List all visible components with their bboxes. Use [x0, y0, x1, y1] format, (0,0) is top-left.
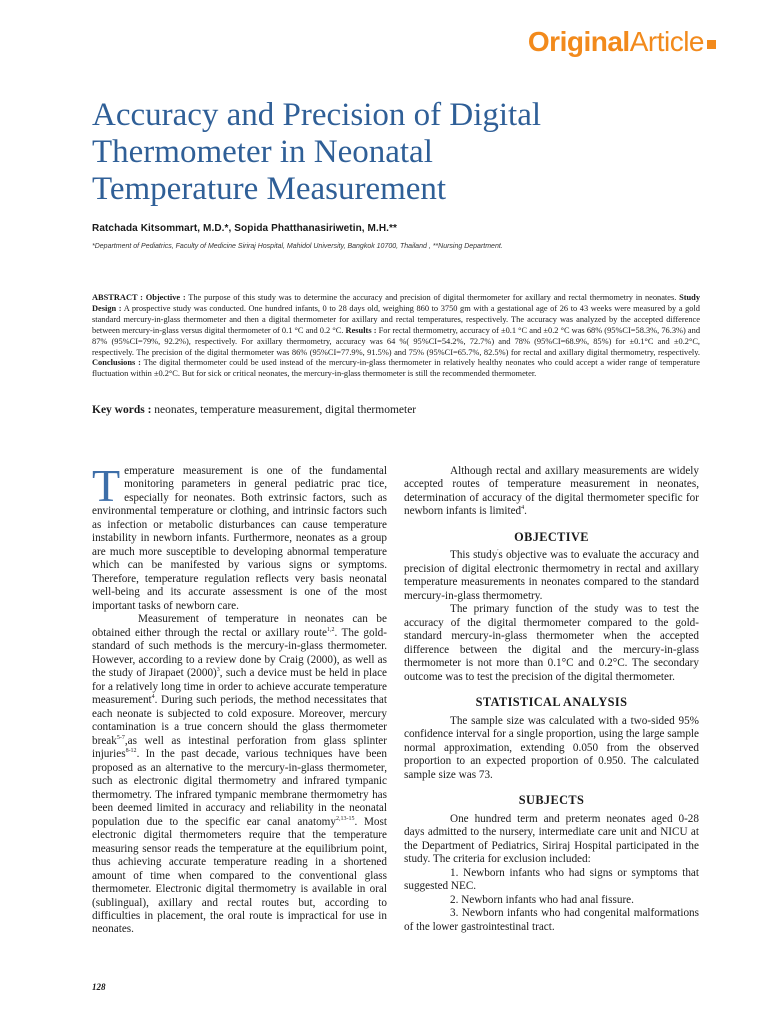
abstract: [92, 293, 700, 380]
body-paragraph: [404, 465, 699, 519]
section-label-bold: Original: [527, 26, 630, 57]
text-run: This study: [450, 549, 498, 562]
citation: 4: [521, 505, 525, 512]
text-run: . In the past decade, various techniques have been proposed as an alternative to the mercury-in-glass thermometer, such as electronic digital thermometry and infrared tympanic thermometry. The infrared tympanic membrane thermometry has been deemed limited in accuracy and reliability in the neonatal population due to the specific ear canal anatomy: [92, 748, 387, 828]
title-line: Temperature Measurement: [92, 171, 447, 207]
text-run: Although rectal and axillary measurements are widely accepted routes of temperature measurement in neonates, determination of accuracy of the digital thermometer specific for newborn infants is limited: [404, 465, 699, 518]
citation: 3: [216, 667, 220, 674]
keywords-text: neonates, temperature measurement, digital thermometer: [154, 404, 417, 416]
section-label: [528, 25, 716, 59]
square-bullet-icon: [707, 40, 716, 49]
text-run: .: [524, 505, 527, 518]
affiliation: *Department of Pediatrics, Faculty of Medicine Siriraj Hospital, Mahidol University, Bangkok 10700, Thailand , **Nursing Department.: [92, 243, 503, 250]
results-text: For rectal thermometry, accuracy of ±0.1 °C and ±0.2 °C was 68% (95%CI=58.3%, 76.3%) and 87% (95%CI=79%, 92.2%), respectively. For axillary thermometry, accuracy was 64 %( 95%CI=54.2%, 72.7%) and 78% (95%CI=68.9%, 85%) for ±0.1°C and ±0.2°C, respectively. The precision of the digital thermometer was 86% (95%CI=77.9%, 91.5%) and 75% (95%CI=65.7%, 82.5%) for rectal and axillary digital thermometry, respectively.: [92, 325, 701, 357]
section-heading-objective: OBJECTIVE: [514, 529, 589, 544]
body-paragraph: The sample size was calculated with a two-sided 95% confidence interval for a single proportion, using the large sample normal approximation, extending 0.050 from the observed proportion to an expected proportion of 0.950. The calculated sample size was 73.: [404, 714, 699, 781]
text-run: ,as well as intestinal perforation from glass splinter injuries: [92, 734, 387, 761]
citation: 4: [151, 694, 155, 701]
title-line: Thermometer in Neonatal: [92, 134, 433, 170]
left-column: [92, 460, 388, 937]
list-item: 2. Newborn infants who had anal fissure.: [450, 893, 634, 906]
body-paragraph: One hundred term and preterm neonates aged 0-28 days admitted to the nursery, intermediate care unit and NICU at the Department of Pediatrics, Siriraj Hospital participated in the study. The criteria for exclusion included:: [404, 812, 699, 866]
list-item: 1. Newborn infants who had signs or symptoms that suggested NEC.: [404, 866, 699, 893]
body-paragraph: The primary function of the study was to test the accuracy of the digital thermometer compared to the gold-standard mercury-in-glass thermometer when the accepted difference between the digital and the mercury-in-glass thermometer is not more than 0.1°C and 0.2°C. The secondary outcome was to test the precision of the digital thermometer.: [404, 603, 699, 683]
title-line: Accuracy and Precision of Digital: [92, 97, 542, 133]
text-run: . The gold-standard of such methods is the mercury-in-glass thermometer. However, according to a review done by Craig (2000), as well as the study of Jirapaet (2000): [92, 626, 388, 680]
citation: 2,13-15: [335, 815, 355, 822]
objective-label: Objective :: [145, 293, 186, 302]
text-run: , such a device must be held in place for a relatively long time in order to achieve accurate temperature measurement: [92, 667, 387, 707]
objective-text: The purpose of this study was to determine the accuracy and precision of digital thermometer for axillary and rectal thermometry in neonates.: [188, 293, 677, 302]
conclusions-text: The digital thermometer could be used instead of the mercury-in-glass thermometer in relatively healthy neonates who could accept a wider range of temperature fluctuation within ±0.2°C. But for sick or critical neonates, the mercury-in-glass thermometer is still the recommended thermometer.: [92, 358, 700, 379]
author-list: Ratchada Kitsommart, M.D.*, Sopida Phatthanasiriwetin, M.H.**: [92, 223, 398, 234]
citation: 8-12: [125, 748, 137, 755]
keywords: [92, 404, 416, 416]
right-column: [404, 465, 699, 934]
citation: 1,2: [326, 626, 335, 633]
list-item: 3. Newborn infants who had congenital malformations of the lower gastrointestinal tract.: [404, 907, 699, 933]
keywords-label: Key words :: [92, 404, 152, 416]
article-title: [92, 97, 712, 208]
design-text: A prospective study was conducted. One hundred infants, 0 to 28 days old, weighing 860 to 3750 gm with a gestational age of 26 to 43 weeks were measured by a gold standard mercury-in-glass thermometer and then a digital thermometer for axillary and rectal temperatures, respectively. The accuracy was analyzed by the accepted difference between mercury-in-glass versus digital thermometer of 0.1 °C and 0.2 °C.: [92, 303, 700, 335]
text-run: s objective was to evaluate the accuracy and precision of digital electronic thermometry in rectal and axillary temperature measurements in neonates compared to the standard mercury-in-glass thermometry.: [404, 549, 699, 602]
section-label-light: Article: [629, 26, 704, 57]
citation: 5-7: [116, 734, 125, 741]
apostrophe: ': [497, 549, 499, 556]
text-run: . Most electronic digital thermometers require that the temperature measuring sensor reads the temperature at the equilibrium point, thus achieving accurate temperature reading in a shortened amount of time when compared to the conventional glass thermometer. Electronic digital thermometry is available in oral (sublingual), axillary and rectal routes but, according to difficulties in placement, the oral route is impractical for use in neonates.: [92, 815, 387, 936]
results-label: Results :: [345, 325, 377, 335]
intro-paragraph: [92, 460, 387, 613]
design-label: Study Design :: [92, 293, 701, 313]
intro-text: emperature measurement is one of the fundamental monitoring parameters in general pediatric prac tice, especially for neonates. Both extrinsic factors, such as environmental temperature or clothing, and intrinsic factors such as infection or metabolic disturbances can cause temperature instability in newborn infants. Furthermore, neonates as a group are much more susceptible to developing abnormal temperature which can be manifested by various signs or symptoms. Therefore, temperature regulation reflects very basis neonatal well-being and its accurate assessment is one of the most important tasks of newborn care.: [92, 465, 387, 612]
drop-cap: T: [92, 460, 121, 511]
abstract-label: ABSTRACT :: [92, 293, 143, 302]
body-paragraph: [92, 613, 387, 937]
section-heading-statistical-analysis: STATISTICAL ANALYSIS: [475, 695, 628, 710]
text-run: . During such periods, the method necessitates that each neonate is subjected to cold exposure. Moreover, mercury contamination is a true concern should the glass thermometer break: [92, 694, 387, 747]
conclusions-label: Conclusions :: [92, 358, 141, 368]
text-run: Measurement of temperature in neonates can be obtained either through the rectal or axillary route: [92, 613, 387, 639]
page-number: 128: [92, 982, 106, 992]
section-heading-subjects: SUBJECTS: [518, 793, 585, 808]
body-paragraph: [404, 549, 699, 603]
